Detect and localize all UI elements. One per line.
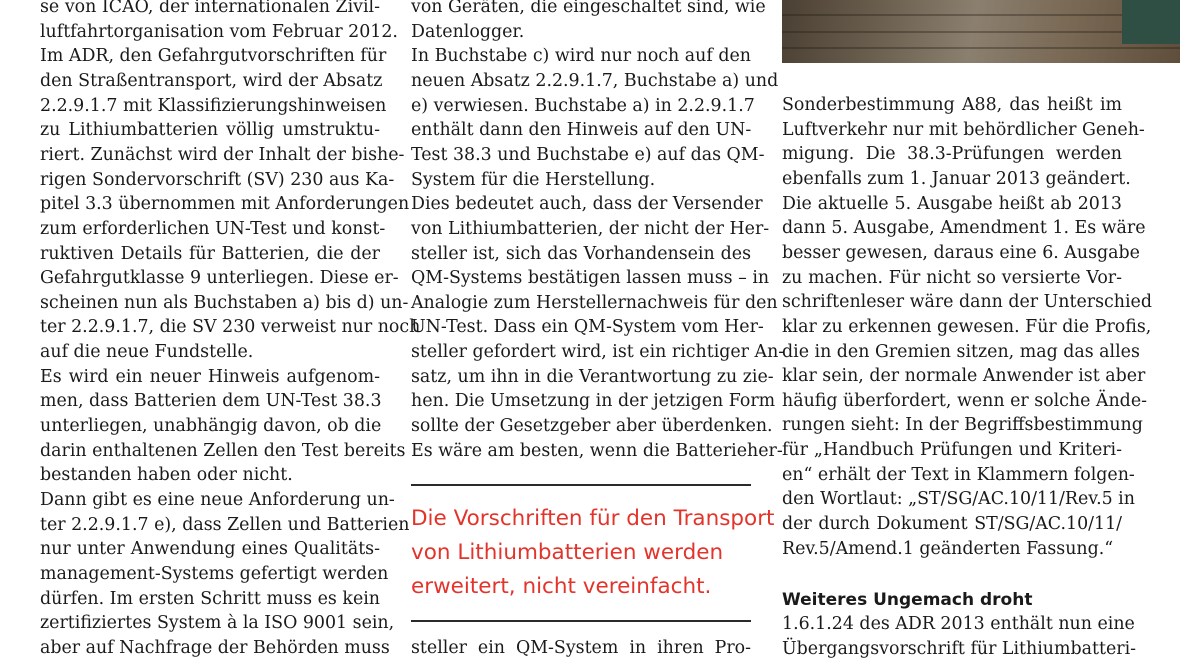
text-line: en“ erhält der Text in Klammern folgen- <box>782 464 1135 485</box>
text-line: Rev.5/Amend.1 geänderten Fassung.“ <box>782 538 1114 559</box>
text-line: In Buchstabe c) wird nur noch auf den <box>411 46 751 67</box>
text-line: satz, um ihn in die Verantwortung zu zie- <box>411 366 774 387</box>
text-line: pitel 3.3 übernommen mit Anforderungen <box>40 194 410 215</box>
text-line: Gefahrgutklasse 9 unterliegen. Diese er- <box>40 268 399 289</box>
text-line: enthält dann den Hinweis auf den UN- <box>411 120 752 141</box>
text-line: Analogie zum Herstellernachweis für den <box>411 292 778 313</box>
text-line: System für die Herstellung. <box>411 169 656 190</box>
text-line: zertifiziertes System à la ISO 9001 sein, <box>40 613 395 634</box>
text-line: von Lithiumbatterien, der nicht der Her- <box>411 218 770 239</box>
pull-quote-line: erweitert, nicht vereinfacht. <box>411 574 712 599</box>
text-line: 1.6.1.24 des ADR 2013 enthält nun eine <box>782 614 1135 634</box>
pull-quote-line: Die Vorschriften für den Transport <box>411 506 775 531</box>
text-line: QM-Systems bestätigen lassen muss – in <box>411 268 770 289</box>
text-line: zu machen. Für nicht so versierte Vor- <box>782 267 1122 288</box>
text-line: zu Lithiumbatterien völlig umstruktu- <box>40 120 380 141</box>
text-line: klar sein, der normale Anwender ist aber <box>782 366 1146 387</box>
text-line: dann 5. Ausgabe, Amendment 1. Es wäre <box>782 218 1146 239</box>
text-line: e) verwiesen. Buchstabe a) in 2.2.9.1.7 <box>411 95 755 116</box>
text-line: scheinen nun als Buchstaben a) bis d) un- <box>40 292 409 313</box>
text-line: für „Handbuch Prüfungen und Kriteri- <box>782 440 1122 461</box>
text-line: Test 38.3 und Buchstabe e) auf das QM- <box>411 144 765 165</box>
text-line: nur unter Anwendung eines Qualitäts- <box>40 539 380 560</box>
text-line: men, dass Batterien dem UN-Test 38.3 <box>40 391 382 412</box>
text-line: luftfahrtorganisation vom Februar 2012. <box>40 21 398 42</box>
text-line: der durch Dokument ST/SG/AC.10/11/ <box>782 514 1122 535</box>
text-line: schriftenleser wäre dann der Unterschied <box>782 292 1152 313</box>
text-line: se von ICAO, der internationalen Zivil- <box>40 0 380 17</box>
subheading: Weiteres Ungemach droht <box>782 590 1033 610</box>
text-line: Dann gibt es eine neue Anforderung un- <box>40 490 395 510</box>
text-line: neuen Absatz 2.2.9.1.7, Buchstabe a) und <box>411 70 779 91</box>
text-line: Dies bedeutet auch, dass der Versender <box>411 194 763 215</box>
pull-quote-bottom-rule <box>411 620 751 622</box>
text-line: riert. Zunächst wird der Inhalt der bishe- <box>40 144 405 165</box>
text-line: migung. Die 38.3-Prüfungen werden <box>782 144 1122 165</box>
text-line: steller ein QM-System in ihren Pro- <box>411 638 751 658</box>
text-line: bestanden haben oder nicht. <box>40 465 293 486</box>
text-line: Luftverkehr nur mit behördlicher Geneh- <box>782 119 1145 140</box>
article-photo <box>782 0 1180 63</box>
text-line: management-Systems gefertigt werden <box>40 563 389 584</box>
text-line: den Wortlaut: „ST/SG/AC.10/11/Rev.5 in <box>782 489 1135 510</box>
text-line: ruktiven Details für Batterien, die der <box>40 243 380 264</box>
text-line: hen. Die Umsetzung in der jetzigen Form <box>411 391 776 412</box>
text-line: ter 2.2.9.1.7 e), dass Zellen und Batterien <box>40 514 410 535</box>
text-line: Die aktuelle 5. Ausgabe heißt ab 2013 <box>782 193 1122 214</box>
text-line: klar zu erkennen gewesen. Für die Profis, <box>782 316 1152 337</box>
text-line: rigen Sondervorschrift (SV) 230 aus Ka- <box>40 169 395 190</box>
text-line: von Geräten, die eingeschaltet sind, wie <box>411 0 766 17</box>
text-line: dürfen. Im ersten Schritt muss es kein <box>40 588 380 609</box>
text-line: zum erforderlichen UN-Test und konst- <box>40 218 386 239</box>
text-line: ter 2.2.9.1.7, die SV 230 verweist nur noch <box>40 317 421 338</box>
text-line: ebenfalls zum 1. Januar 2013 geändert. <box>782 168 1131 189</box>
text-line: rungen sieht: In der Begriffsbestimmung <box>782 415 1143 436</box>
text-line: den Straßentransport, wird der Absatz <box>40 70 383 91</box>
text-line: UN-Test. Dass ein QM-System vom Her- <box>411 317 764 338</box>
text-line: darin enthaltenen Zellen den Test bereits <box>40 440 406 461</box>
text-line: 2.2.9.1.7 mit Klassifizierungshinweisen <box>40 95 387 116</box>
text-line: aber auf Nachfrage der Behörden muss <box>40 637 390 658</box>
text-line: auf die neue Fundstelle. <box>40 342 254 363</box>
text-line: steller gefordert wird, ist ein richtiger An- <box>411 342 785 363</box>
text-line: Es wäre am besten, wenn die Batterieher- <box>411 440 783 461</box>
text-line: Im ADR, den Gefahrgutvorschriften für <box>40 46 387 67</box>
text-line: besser gewesen, daraus eine 6. Ausgabe <box>782 242 1140 263</box>
text-line: Datenlogger. <box>411 21 525 42</box>
text-line: sollte der Gesetzgeber aber überdenken. <box>411 416 773 437</box>
text-line: unterliegen, unabhängig davon, ob die <box>40 416 382 437</box>
text-line: steller ist, sich das Vorhandensein des <box>411 243 751 264</box>
text-line: Übergangsvorschrift für Lithiumbatteri- <box>782 638 1137 659</box>
text-line: Es wird ein neuer Hinweis aufgenom- <box>40 366 380 387</box>
pull-quote-top-rule <box>411 484 751 486</box>
pull-quote-line: von Lithiumbatterien werden <box>411 540 724 565</box>
text-line: Sonderbestimmung A88, das heißt im <box>782 95 1122 115</box>
text-line: häufig überfordert, wenn er solche Ände- <box>782 390 1147 411</box>
text-line: die in den Gremien sitzen, mag das alles <box>782 341 1140 362</box>
